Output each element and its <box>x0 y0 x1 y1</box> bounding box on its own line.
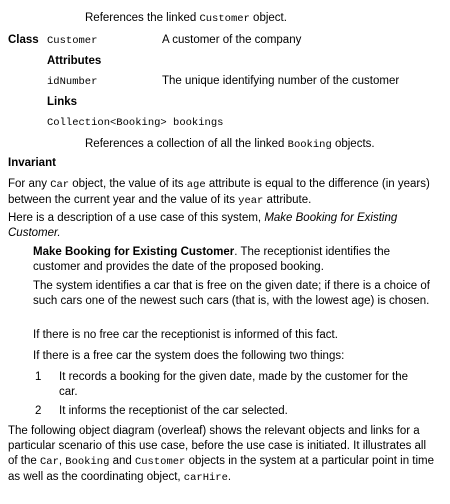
text: For any <box>8 178 51 190</box>
use-case-title: Make Booking for Existing Customer <box>33 246 235 258</box>
attribute-name: idNumber <box>47 76 98 88</box>
code-customer: Customer <box>199 13 250 25</box>
code-year: year <box>238 195 264 207</box>
class-name: Customer <box>47 35 98 47</box>
closing-paragraph <box>8 424 436 486</box>
invariant-text <box>8 177 433 209</box>
attributes-label: Attributes <box>47 55 102 67</box>
step-1-text: It records a booking for the given date, made by the customer for the car. <box>59 371 409 398</box>
text: object. <box>249 12 287 24</box>
code-car: Car <box>39 456 59 468</box>
code-booking: Booking <box>65 456 110 468</box>
text: , <box>58 455 66 467</box>
step-1-number: 1 <box>35 371 42 383</box>
text: objects. <box>331 138 375 150</box>
code-age: age <box>186 179 206 191</box>
text: . <box>227 471 232 483</box>
customer-reference-line <box>85 11 287 26</box>
use-case-description <box>33 245 433 275</box>
step-2-number: 2 <box>35 405 42 417</box>
text: Here is a description of a use case of this system, <box>8 212 265 224</box>
text: attribute. <box>263 194 312 206</box>
invariant-heading: Invariant <box>8 157 56 169</box>
text: . The receptionist identifies the customer and provides the date of the proposed booking. <box>33 246 391 273</box>
use-case-intro <box>8 211 433 241</box>
text: attribute is equal to the difference (in years) between the current year and the value of its <box>8 178 430 206</box>
code-customer: Customer <box>134 456 186 468</box>
use-case-name: Make Booking for Existing Customer. <box>8 212 398 239</box>
use-case-paragraph-4: If there is a free car the system does the following two things: <box>33 350 345 362</box>
text: The following object diagram (overleaf) shows the relevant objects and links for a particular scenario of this use case, before the use case is initiated. It illustrates all of the <box>8 425 427 467</box>
text: object, the value of its <box>69 178 187 190</box>
step-2-text: It informs the receptionist of the car selected. <box>59 405 288 417</box>
code-car: Car <box>50 179 70 191</box>
link-description <box>85 137 375 152</box>
code-booking: Booking <box>287 139 332 151</box>
link-declaration: Collection<Booking> bookings <box>47 117 224 129</box>
class-label: Class <box>8 34 39 46</box>
text: References a collection of all the linked <box>85 138 288 150</box>
attribute-description: The unique identifying number of the customer <box>162 75 400 87</box>
links-label: Links <box>47 96 78 108</box>
use-case-paragraph-3: If there is no free car the receptionist is informed of this fact. <box>33 329 338 341</box>
text: objects in the system at a particular point in time as well as the coordinating object, <box>8 455 435 483</box>
code-carhire: carHire <box>183 472 228 484</box>
text: References the linked <box>85 12 200 24</box>
class-description: A customer of the company <box>162 34 302 46</box>
text: and <box>109 455 135 467</box>
use-case-paragraph-2: The system identifies a car that is free on the given date; if there is a choice of such cars one of the newest such cars (that is, with the lowest age) is chosen. <box>33 280 430 307</box>
